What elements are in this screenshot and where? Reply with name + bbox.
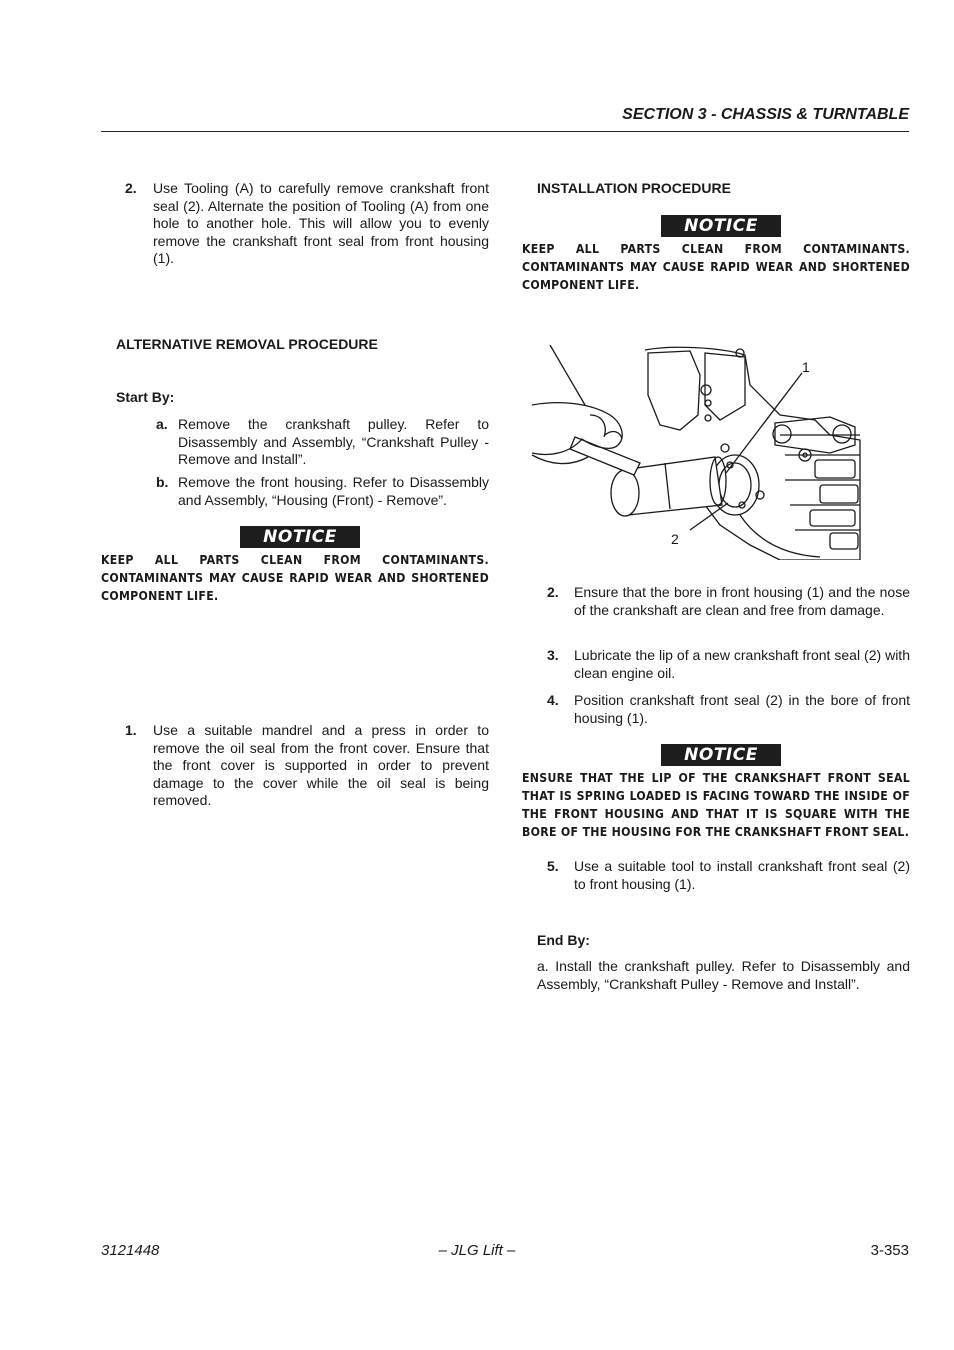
item-label: a.: [156, 416, 168, 432]
page-number: 3-353: [870, 1242, 909, 1259]
installation-heading: INSTALLATION PROCEDURE: [537, 180, 731, 196]
notice-badge: NOTICE: [240, 526, 360, 548]
step-number: 2.: [125, 180, 137, 196]
step-text: Position crankshaft front seal (2) in the bore of front housing (1).: [574, 692, 910, 726]
alternative-removal-heading: ALTERNATIVE REMOVAL PROCEDURE: [116, 336, 378, 352]
step-number: 5.: [547, 858, 559, 874]
item-text: Remove the crankshaft pulley. Refer to Disassembly and Assembly, “Crankshaft Pulley - Remove and Install”.: [178, 416, 489, 467]
left-step-2: [101, 180, 489, 270]
notice-text: ENSURE THAT THE LIP OF THE CRANKSHAFT FRONT SEAL THAT IS SPRING LOADED IS FACING TOWARD THE INSIDE OF THE FRONT HOUSING AND THAT IT IS SQUARE WITH THE BORE OF THE HOUSING FOR THE CRANKSHAFT FRONT SEAL.: [522, 771, 910, 839]
step-text: Lubricate the lip of a new crankshaft front seal (2) with clean engine oil.: [574, 647, 910, 681]
crankshaft-seal-figure: [530, 345, 890, 560]
item-text: Remove the front housing. Refer to Disassembly and Assembly, “Housing (Front) - Remove”.: [178, 474, 489, 508]
step-number: 4.: [547, 692, 559, 708]
step-text: Ensure that the bore in front housing (1) and the nose of the crankshaft are clean and free from damage.: [574, 584, 910, 618]
figure-callout-1: 1: [802, 359, 810, 375]
notice-text: KEEP ALL PARTS CLEAN FROM CONTAMINANTS. CONTAMINANTS MAY CAUSE RAPID WEAR AND SHORTENED COMPONENT LIFE.: [522, 242, 910, 292]
step-number: 2.: [547, 584, 559, 600]
footer-brand: – JLG Lift –: [438, 1242, 516, 1259]
start-by-label: Start By:: [116, 389, 175, 405]
step-text: Use a suitable mandrel and a press in order to remove the oil seal from the front cover. Ensure that the front cover is supported in order to prevent damage to the cover while the oil seal is being removed.: [153, 722, 489, 808]
end-by-label: End By:: [537, 932, 590, 948]
step-number: 3.: [547, 647, 559, 663]
step-text: Use a suitable tool to install crankshaft front seal (2) to front housing (1).: [574, 858, 910, 892]
notice-badge: NOTICE: [661, 744, 781, 766]
step-number: 1.: [125, 722, 137, 738]
notice-badge: NOTICE: [661, 215, 781, 237]
doc-number: 3121448: [101, 1242, 160, 1259]
notice-text: KEEP ALL PARTS CLEAN FROM CONTAMINANTS. CONTAMINANTS MAY CAUSE RAPID WEAR AND SHORTENED COMPONENT LIFE.: [101, 553, 489, 603]
step-text: Use Tooling (A) to carefully remove crankshaft front seal (2). Alternate the position of Tooling (A) from one hole to another hole. This will allow you to evenly remove the crankshaft front seal from front housing (1).: [153, 180, 489, 266]
end-by-text: a. Install the crankshaft pulley. Refer to Disassembly and Assembly, “Crankshaft Pulley - Remove and Install”.: [537, 958, 910, 992]
figure-callout-2: 2: [671, 531, 679, 547]
header-divider: [101, 131, 909, 132]
item-label: b.: [156, 474, 169, 490]
section-title: SECTION 3 - CHASSIS & TURNTABLE: [622, 106, 909, 123]
